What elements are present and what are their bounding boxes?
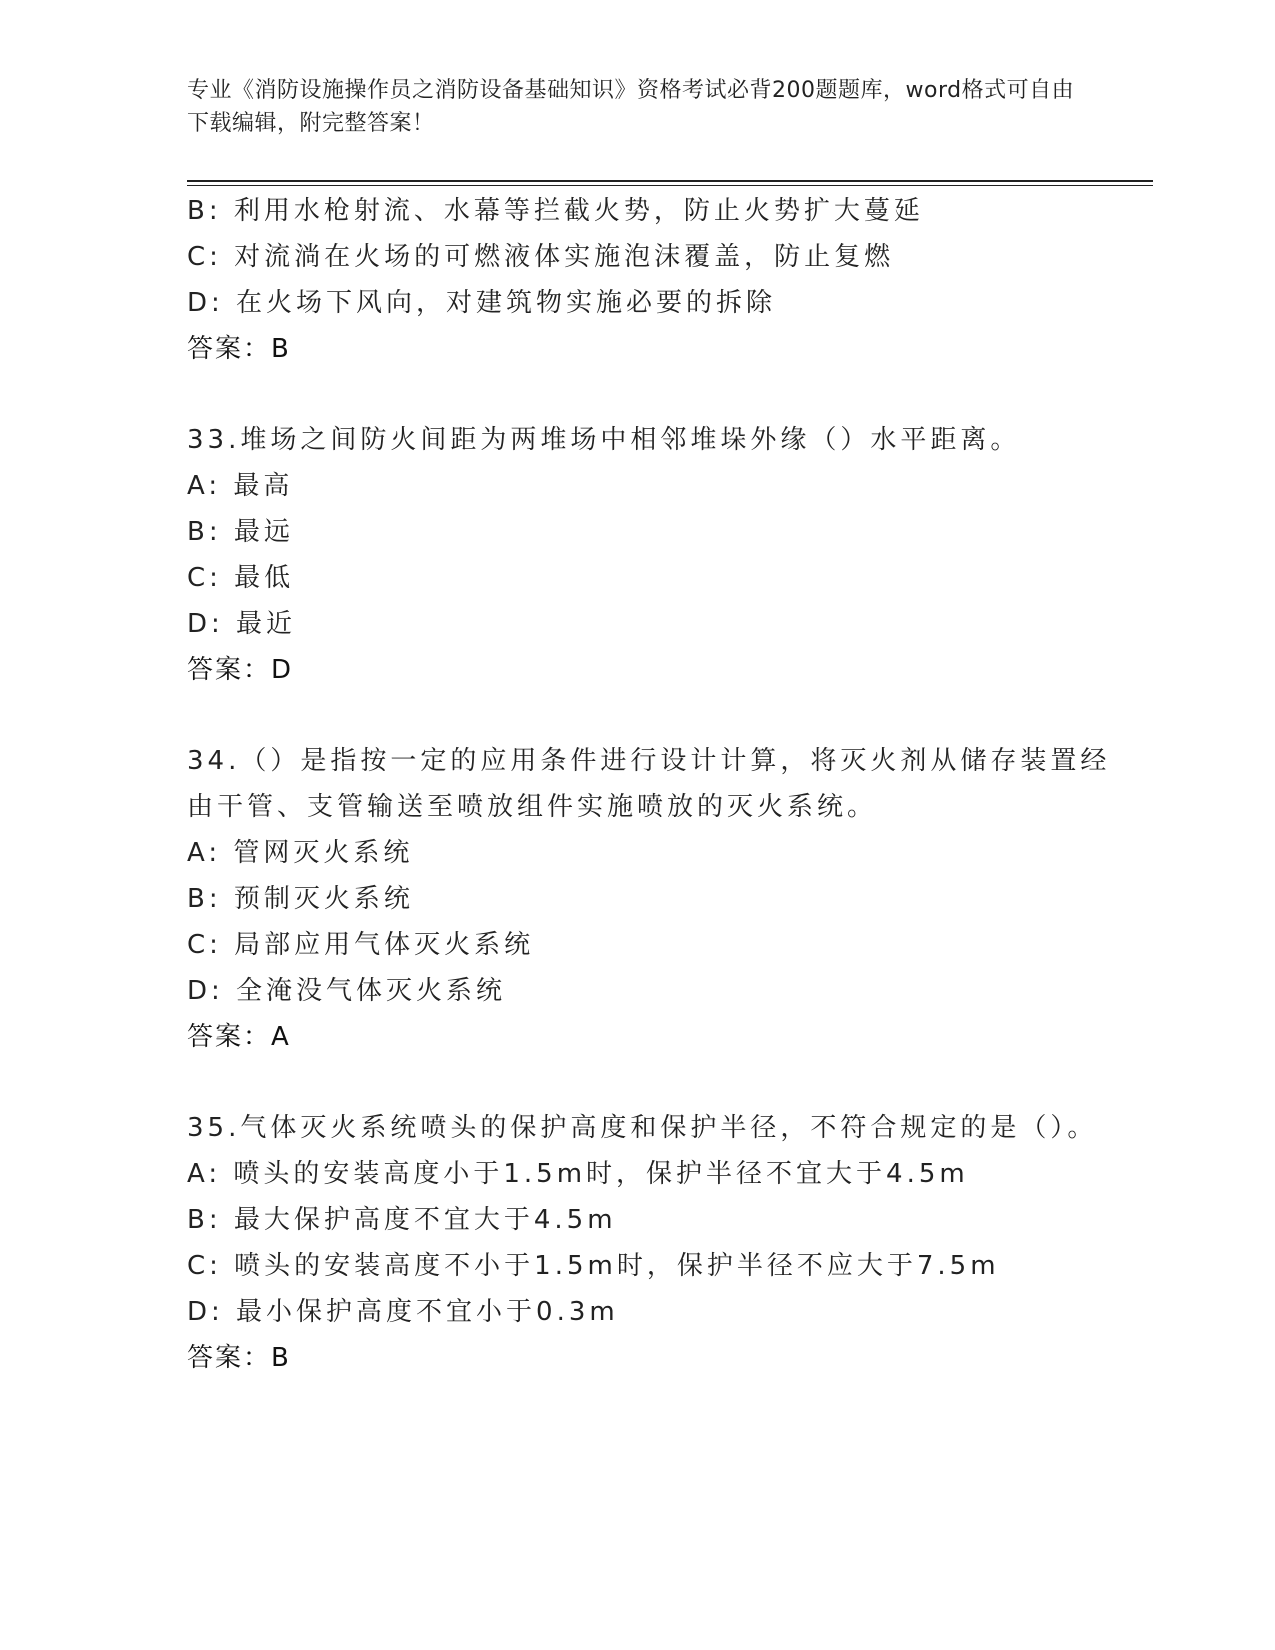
question-text: 35.气体灭火系统喷头的保护高度和保护半径，不符合规定的是（）。 (187, 1113, 1098, 1143)
answer-line: 答案：B (187, 1343, 291, 1373)
question-text: 33.堆场之间防火间距为两堆场中相邻堆垛外缘（）水平距离。 (187, 425, 1021, 455)
spacer (187, 693, 1087, 738)
option-b: B: 利用水枪射流、水幕等拦截火势，防止火势扩大蔓延 (187, 196, 924, 226)
option-d: D: 最近 (187, 609, 297, 639)
question-list (187, 188, 1111, 1381)
option-c: C: 局部应用气体灭火系统 (187, 930, 535, 960)
question-text-line-2: 由干管、支管输送至喷放组件实施喷放的灭火系统。 (187, 792, 878, 822)
option-b: B: 最远 (187, 517, 294, 547)
option-a: A: 最高 (187, 471, 294, 501)
spacer (187, 1060, 1087, 1105)
option-b: B: 最大保护高度不宜大于4.5m (187, 1205, 617, 1235)
option-c: C: 对流淌在火场的可燃液体实施泡沫覆盖，防止复燃 (187, 242, 895, 272)
option-d: D: 全淹没气体灭火系统 (187, 976, 507, 1006)
answer-line: 答案：D (187, 655, 294, 685)
spacer (187, 372, 1087, 417)
question-33 (187, 417, 1087, 693)
option-a: A: 管网灭火系统 (187, 838, 414, 868)
answer-line: 答案：B (187, 334, 291, 364)
answer-line: 答案：A (187, 1022, 291, 1052)
header-divider-thin (187, 185, 1153, 186)
question-35 (187, 1105, 1098, 1381)
document-header (187, 74, 1087, 140)
question-32-tail (187, 188, 1087, 372)
option-d: D: 在火场下风向，对建筑物实施必要的拆除 (187, 288, 777, 318)
question-text-line-1: 34.（）是指按一定的应用条件进行设计计算，将灭火剂从储存装置经 (187, 746, 1111, 776)
option-d: D: 最小保护高度不宜小于0.3m (187, 1297, 619, 1327)
option-b: B: 预制灭火系统 (187, 884, 414, 914)
option-a: A: 喷头的安装高度小于1.5m时，保护半径不宜大于4.5m (187, 1159, 969, 1189)
question-34 (187, 738, 1111, 1060)
header-divider-thick (187, 180, 1153, 182)
option-c: C: 喷头的安装高度不小于1.5m时，保护半径不应大于7.5m (187, 1251, 1000, 1281)
header-title: 专业《消防设施操作员之消防设备基础知识》资格考试必背200题题库，word格式可自由下载编辑，附完整答案！ (187, 78, 1075, 136)
option-c: C: 最低 (187, 563, 295, 593)
